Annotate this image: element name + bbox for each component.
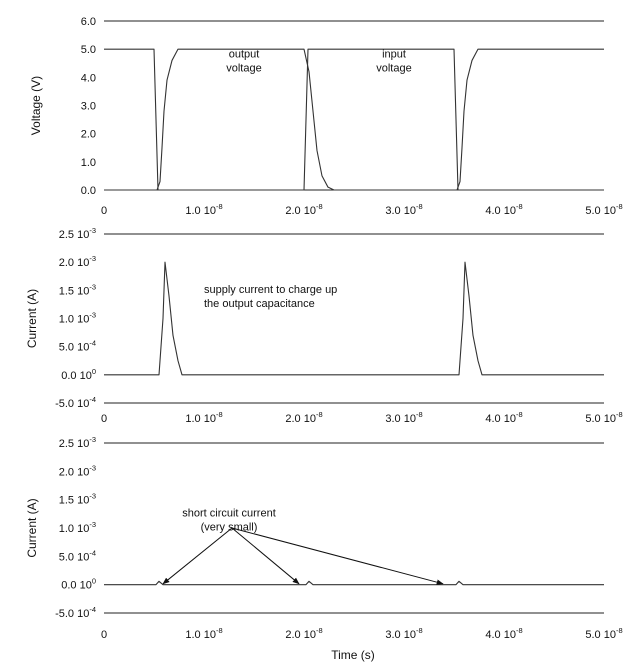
x-tick-label: 1.0 $10^{-8}$ [185, 202, 223, 217]
y-tick-label: 1.0 $10^{-3}$ [58, 310, 96, 326]
y-tick-label: 4.0 [80, 72, 96, 85]
x-tick-label: 0 [100, 413, 108, 425]
annotation: short circuit current (very small) [182, 507, 276, 534]
y-tick-label: 5.0 [80, 44, 96, 57]
x-tick-label: 4.0 $10^{-8}$ [485, 410, 523, 425]
y-tick-label: -5.0 $10^{-4}$ [55, 605, 96, 620]
y-tick-label: 5.0 $10^{-4}$ [58, 338, 96, 354]
x-tick-label: 2.0 $10^{-8}$ [285, 410, 323, 425]
y-tick-label: 1.0 [80, 156, 96, 169]
y-tick-label: 0.0 $10^0$ [61, 576, 96, 592]
annotation: supply current to charge up the output capacitance [204, 284, 338, 311]
x-tick-label: 5.0 $10^{-8}$ [585, 410, 623, 425]
x-tick-label: 5.0 $10^{-8}$ [585, 202, 623, 217]
y-axis-label: Voltage (V) [29, 75, 43, 136]
series-line-input-voltage [104, 49, 604, 190]
y-tick-label: 1.5 $10^{-3}$ [58, 491, 96, 507]
y-tick-label: 2.5 $10^{-3}$ [58, 226, 96, 241]
panel-1 [29, 16, 623, 217]
annotation: output voltage [226, 48, 262, 75]
series-line-supply-current [104, 262, 604, 375]
x-tick-label: 1.0 $10^{-8}$ [185, 626, 223, 641]
annotation: input voltage [376, 48, 412, 75]
y-tick-label: 0.0 $10^0$ [61, 366, 96, 382]
y-tick-label: 3.0 [80, 100, 96, 113]
panel-2 [25, 226, 623, 425]
y-tick-label: 1.5 $10^{-3}$ [58, 282, 96, 298]
panel-3 [25, 435, 623, 662]
y-tick-label: 2.0 [80, 128, 96, 141]
x-tick-label: 3.0 $10^{-8}$ [385, 626, 423, 641]
y-tick-label: 5.0 $10^{-4}$ [58, 548, 96, 564]
x-tick-label: 2.0 $10^{-8}$ [285, 202, 323, 217]
x-tick-label: 4.0 $10^{-8}$ [485, 202, 523, 217]
x-tick-label: 3.0 $10^{-8}$ [385, 202, 423, 217]
y-tick-label: 2.0 $10^{-3}$ [58, 254, 96, 270]
y-tick-label: 0.0 [80, 185, 96, 197]
x-tick-label: 4.0 $10^{-8}$ [485, 626, 523, 641]
y-tick-label: 1.0 $10^{-3}$ [58, 520, 96, 535]
y-tick-label: 6.0 [80, 16, 96, 28]
y-axis-label: Current (A) [25, 288, 39, 349]
x-tick-label: 0 [100, 205, 108, 217]
x-tick-label: 3.0 $10^{-8}$ [385, 410, 423, 425]
y-tick-label: 2.0 $10^{-3}$ [58, 463, 96, 479]
x-tick-label: 2.0 $10^{-8}$ [285, 626, 323, 641]
y-axis-label: Current (A) [25, 498, 39, 558]
y-tick-label: -5.0 $10^{-4}$ [55, 395, 96, 410]
annotation-arrow-3 [232, 528, 443, 584]
y-tick-label: 2.5 $10^{-3}$ [58, 435, 96, 450]
x-tick-label: 5.0 $10^{-8}$ [585, 626, 623, 641]
x-tick-label: 1.0 $10^{-8}$ [185, 410, 223, 425]
series-line-output-voltage [104, 49, 604, 190]
series-line-short-circuit-current [104, 581, 604, 584]
x-axis-label: Time (s) [331, 648, 375, 662]
annotation-arrow-1 [163, 528, 232, 584]
x-tick-label: 0 [100, 629, 108, 641]
